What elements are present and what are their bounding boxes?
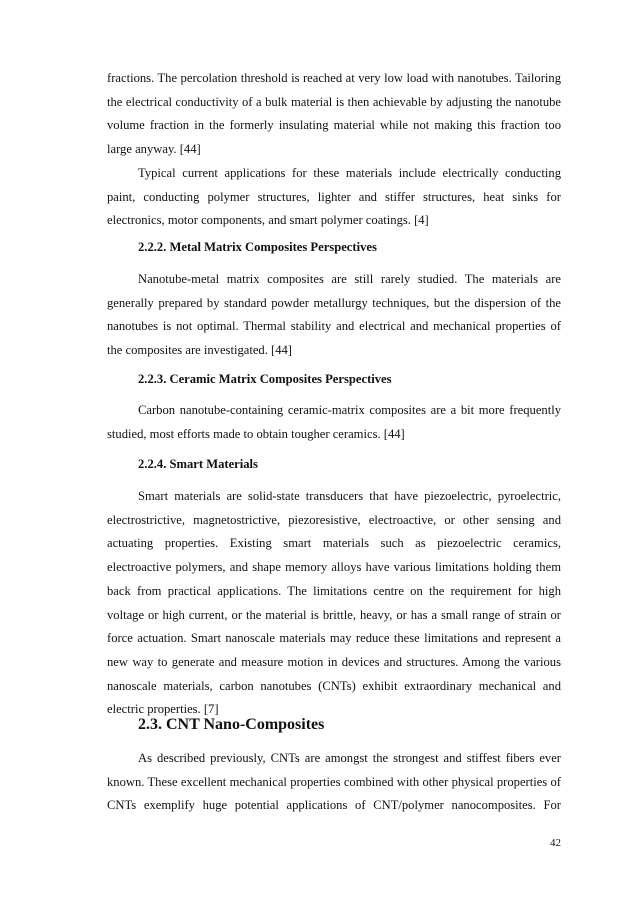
heading-2-2-3: 2.2.3. Ceramic Matrix Composites Perspectives	[138, 372, 392, 386]
intro-paragraph-continued: fractions. The percolation threshold is reached at very low load with nanotubes. Tailoring the electrical conductivity of a bulk material is then achievable by adjusting the nanotube volume fraction in the formerly insulating material while not making this fraction too large anyway. [44]	[107, 71, 561, 157]
heading-2-3: 2.3. CNT Nano-Composites	[138, 716, 325, 733]
smart-materials-paragraph: Smart materials are solid-state transducers that have piezoelectric, pyroelectric, electrostrictive, magnetostrictive, piezoresistive, electroactive, or other sensing and actuating properties. Existing smart materials such as piezoelectric ceramics, electroactive polymers, and shape memory alloys have various limitations holding them back from practical applications. The limitations centre on the requirement for high voltage or high current, or the material is brittle, heavy, or has a small range of strain or force actuation. Smart nanoscale materials may reduce these limitations and represent a new way to generate and measure motion in devices and structures. Among the various nanoscale materials, carbon nanotubes (CNTs) exhibit extraordinary mechanical and electric properties. [7]	[107, 489, 561, 717]
metal-matrix-paragraph: Nanotube-metal matrix composites are still rarely studied. The materials are generally prepared by standard powder metallurgy techniques, but the dispersion of the nanotubes is not optimal. Thermal stability and electrical and mechanical properties of the composites are investigated. [44]	[107, 272, 561, 358]
cnt-nanocomposites-paragraph: As described previously, CNTs are amongst the strongest and stiffest fibers ever known. These excellent mechanical properties combined with other physical properties of CNTs exemplify huge potential applications of CNT/polymer nanocomposites. For	[107, 751, 561, 813]
ceramic-matrix-paragraph: Carbon nanotube-containing ceramic-matrix composites are a bit more frequently studied, most efforts made to obtain tougher ceramics. [44]	[107, 403, 561, 441]
ceramic-matrix-block	[107, 399, 561, 446]
heading-2-2-2: 2.2.2. Metal Matrix Composites Perspectives	[138, 240, 377, 254]
heading-2-2-4: 2.2.4. Smart Materials	[138, 457, 258, 471]
page-number: 42	[550, 837, 561, 849]
metal-matrix-block	[107, 268, 561, 363]
intro-paragraph-applications: Typical current applications for these materials include electrically conducting paint, conducting polymer structures, lighter and stiffer structures, heat sinks for electronics, motor components, and smart polymer coatings. [4]	[107, 165, 561, 228]
cnt-nanocomposites-block	[107, 747, 561, 818]
intro-block	[107, 67, 561, 233]
smart-materials-block	[107, 485, 561, 722]
